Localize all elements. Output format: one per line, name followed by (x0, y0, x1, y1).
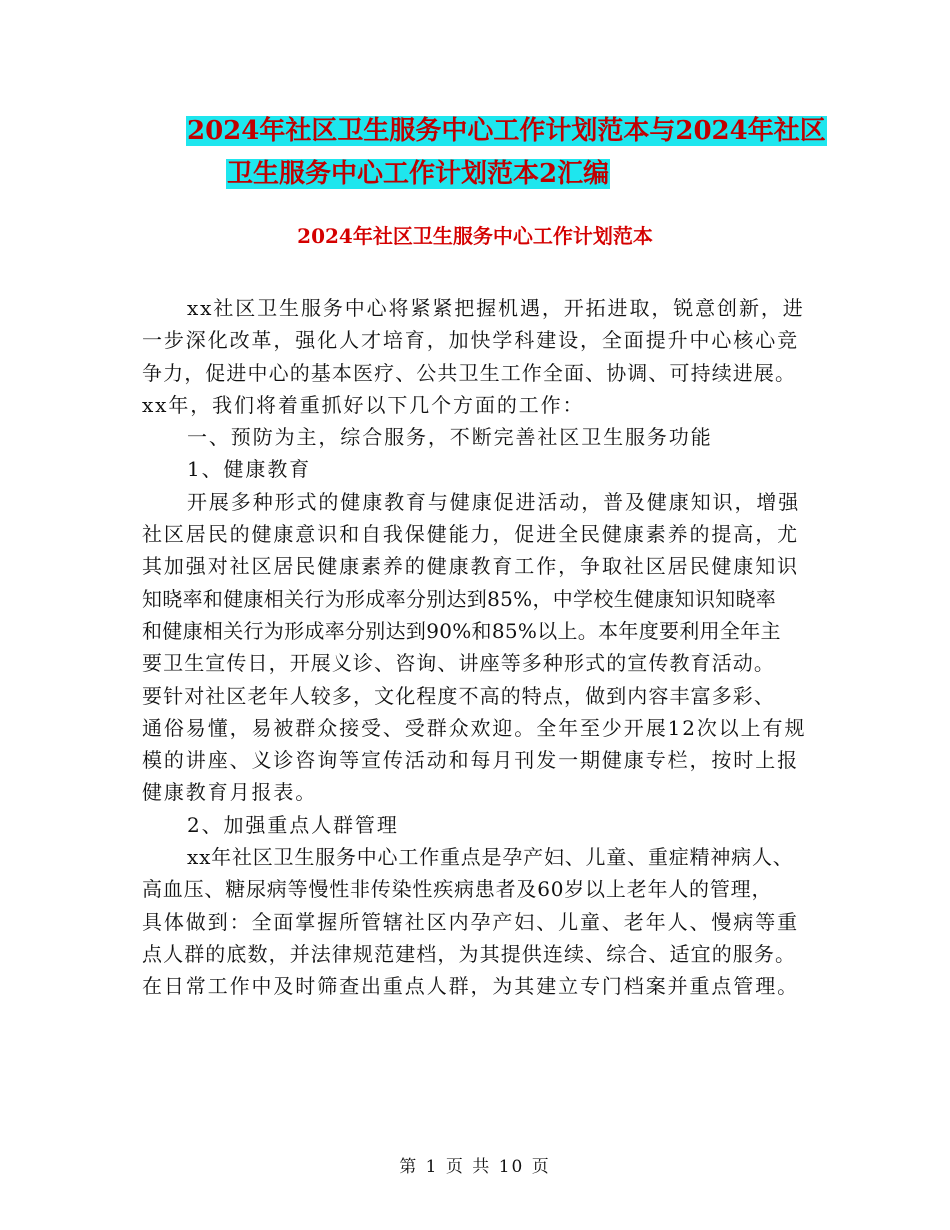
section-heading-1: 一、预防为主，综合服务，不断完善社区卫生服务功能 (187, 425, 713, 450)
text-line: 知晓率和健康相关行为形成率分别达到85%，中学校生健康知识知晓率 (142, 586, 777, 611)
text-line: 争力，促进中心的基本医疗、公共卫生工作全面、协调、可持续进展。 (142, 360, 797, 385)
text-line: 模的讲座、义诊咨询等宣传活动和每月刊发一期健康专栏，按时上报 (142, 748, 799, 773)
text-line: 在日常工作中及时筛查出重点人群，为其建立专门档案并重点管理。 (142, 974, 799, 999)
subsection-heading-2: 2、加强重点人群管理 (187, 812, 399, 837)
document-body (142, 292, 822, 1003)
text-line: xx社区卫生服务中心将紧紧把握机遇，开拓进取，锐意创新，进 (187, 296, 805, 320)
page-number-footer: 第 1 页 共 10 页 (399, 1157, 551, 1177)
text-line: 具体做到：全面掌握所管辖社区内孕产妇、儿童、老年人、慢病等重 (142, 909, 799, 934)
subsection-heading-1: 1、健康教育 (187, 457, 312, 482)
text-line: xx年社区卫生服务中心工作重点是孕产妇、儿童、重症精神病人、 (187, 845, 794, 870)
text-line: 社区居民的健康意识和自我保健能力，促进全民健康素养的提高，尤 (142, 522, 799, 547)
text-line: xx年，我们将着重抓好以下几个方面的工作： (142, 392, 585, 417)
text-line: 高血压、糖尿病等慢性非传染性疾病患者及60岁以上老年人的管理， (142, 877, 773, 902)
text-line: 要针对社区老年人较多，文化程度不高的特点，做到内容丰富多彩、 (142, 683, 775, 708)
text-line: 其加强对社区居民健康素养的健康教育工作，争取社区居民健康知识 (142, 554, 799, 579)
text-line: 通俗易懂，易被群众接受、受群众欢迎。全年至少开展12次以上有规 (142, 715, 807, 740)
text-line: 开展多种形式的健康教育与健康促进活动，普及健康知识，增强 (187, 489, 801, 514)
section-heading: 2024年社区卫生服务中心工作计划范本 (297, 224, 653, 248)
text-line: 健康教育月报表。 (142, 780, 318, 805)
document-title-line-2: 卫生服务中心工作计划范本2汇编 (227, 159, 610, 189)
document-title-line-1: 2024年社区卫生服务中心工作计划范本与2024年社区 (187, 116, 826, 146)
text-line: 点人群的底数，并法律规范建档，为其提供连续、综合、适宜的服务。 (142, 941, 797, 966)
text-line: 和健康相关行为形成率分别达到90%和85%以上。本年度要利用全年主 (142, 618, 781, 643)
text-line: 要卫生宣传日，开展义诊、咨询、讲座等多种形式的宣传教育活动。 (142, 651, 775, 676)
text-line: 一步深化改革，强化人才培育，加快学科建设，全面提升中心核心竞 (142, 328, 799, 353)
